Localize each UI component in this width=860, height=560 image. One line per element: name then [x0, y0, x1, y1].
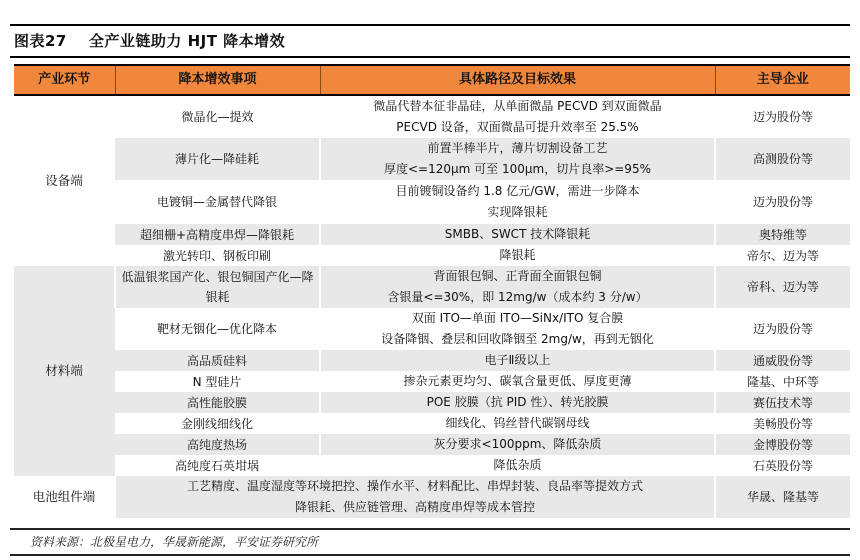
company-cell: 金博股份等	[715, 434, 850, 455]
figure-title-text: 全产业链助力 HJT 降本增效	[88, 32, 286, 50]
table-row	[14, 180, 850, 224]
table-row	[14, 455, 850, 476]
table-row	[14, 476, 850, 518]
table-row	[14, 224, 850, 245]
figure-label: 图表27	[14, 32, 67, 50]
path-cell: 电子Ⅱ级以上	[320, 350, 715, 371]
table-row	[14, 138, 850, 180]
company-cell: 迈为股份等	[715, 180, 850, 224]
path-cell: 微晶代替本征非晶硅，从单面微晶 PECVD 到双面微晶 PECVD 设备，双面微晶可提升效率至 25.5%	[320, 95, 715, 138]
column-header-segment: 产业环节	[14, 65, 115, 95]
item-cell: 靶材无铟化—优化降本	[156, 322, 277, 336]
company-cell: 隆基、中环等	[715, 371, 850, 392]
item-cell: 电镀铜—金属替代降银	[156, 195, 277, 209]
company-cell: 通威股份等	[715, 350, 850, 371]
path-cell: 掺杂元素更均匀、碳氧含量更低、厚度更薄	[320, 371, 715, 392]
path-cell: 灰分要求<100ppm、降低杂质	[320, 434, 715, 455]
item-cell: 高纯度热场	[115, 434, 320, 455]
path-cell: 细线化、钨丝替代碳钢母线	[320, 413, 715, 434]
column-header-company: 主导企业	[715, 65, 850, 95]
path-cell: 背面银包铜、正背面全面银包铜 含银量<=30%，即 12mg/w（成本约 3 分/w）	[320, 266, 715, 308]
table-row	[14, 392, 850, 413]
company-cell: 奥特维等	[715, 224, 850, 245]
path-cell: 目前镀铜设备约 1.8 亿元/GW，需进一步降本 实现降银耗	[320, 180, 715, 224]
segment-cell-materials: 材料端	[14, 266, 115, 476]
figure-title	[10, 24, 850, 58]
company-cell: 赛伍技术等	[715, 392, 850, 413]
path-cell: 降低杂质	[320, 455, 715, 476]
path-cell: 前置半棒半片，薄片切割设备工艺 厚度<=120μm 可至 100μm，切片良率>=95%	[320, 138, 715, 180]
item-cell: N 型硅片	[192, 374, 242, 389]
merged-path-cell: 工艺精度、温度湿度等环境把控、操作水平、材料配比、串焊封装、良品率等提效方式 降银耗、供应链管理、高精度串焊等成本管控	[115, 476, 715, 518]
segment-cell-module: 电池组件端	[14, 476, 115, 518]
segment-cell-equipment: 设备端	[14, 95, 115, 266]
item-cell: 薄片化—降硅耗	[115, 138, 320, 180]
item-cell: 高性能胶膜	[115, 392, 320, 413]
header-row	[14, 65, 850, 95]
table-row	[14, 95, 850, 138]
hjt-cost-reduction-table	[14, 64, 850, 518]
table-row	[14, 266, 850, 308]
company-cell: 华晟、隆基等	[715, 476, 850, 518]
company-cell: 石英股份等	[715, 455, 850, 476]
path-cell: 双面 ITO—单面 ITO—SiNx/ITO 复合膜 设备降铟、叠层和回收降铟至 2mg/w，再到无铟化	[320, 308, 715, 350]
path-cell: 降银耗	[320, 245, 715, 266]
column-header-item: 降本增效事项	[115, 65, 320, 95]
company-cell: 帝尔、迈为等	[715, 245, 850, 266]
table-row	[14, 371, 850, 392]
item-cell: 激光转印、钢板印刷	[162, 248, 271, 263]
item-cell: 低温银浆国产化、银包铜国产化—降银耗	[115, 266, 320, 308]
item-cell: 微晶化—提效	[115, 95, 320, 138]
item-cell: 高品质硅料	[115, 350, 320, 371]
table-row	[14, 413, 850, 434]
path-cell: POE 胶膜（抗 PID 性）、转光胶膜	[320, 392, 715, 413]
table-row	[14, 245, 850, 266]
table-row	[14, 434, 850, 455]
item-cell: 高纯度石英坩埚	[174, 458, 259, 473]
column-header-path: 具体路径及目标效果	[320, 65, 715, 95]
company-cell: 美畅股份等	[715, 413, 850, 434]
item-cell: 超细栅+高精度串焊—降银耗	[115, 224, 320, 245]
path-cell: SMBB、SWCT 技术降银耗	[320, 224, 715, 245]
company-cell: 帝科、迈为等	[715, 266, 850, 308]
company-cell: 高测股份等	[715, 138, 850, 180]
table-row	[14, 350, 850, 371]
source-note: 资料来源：北极星电力，华晟新能源，平安证券研究所	[10, 528, 850, 556]
company-cell: 迈为股份等	[715, 308, 850, 350]
item-cell: 金刚线细线化	[180, 416, 253, 431]
table-row	[14, 308, 850, 350]
company-cell: 迈为股份等	[715, 95, 850, 138]
